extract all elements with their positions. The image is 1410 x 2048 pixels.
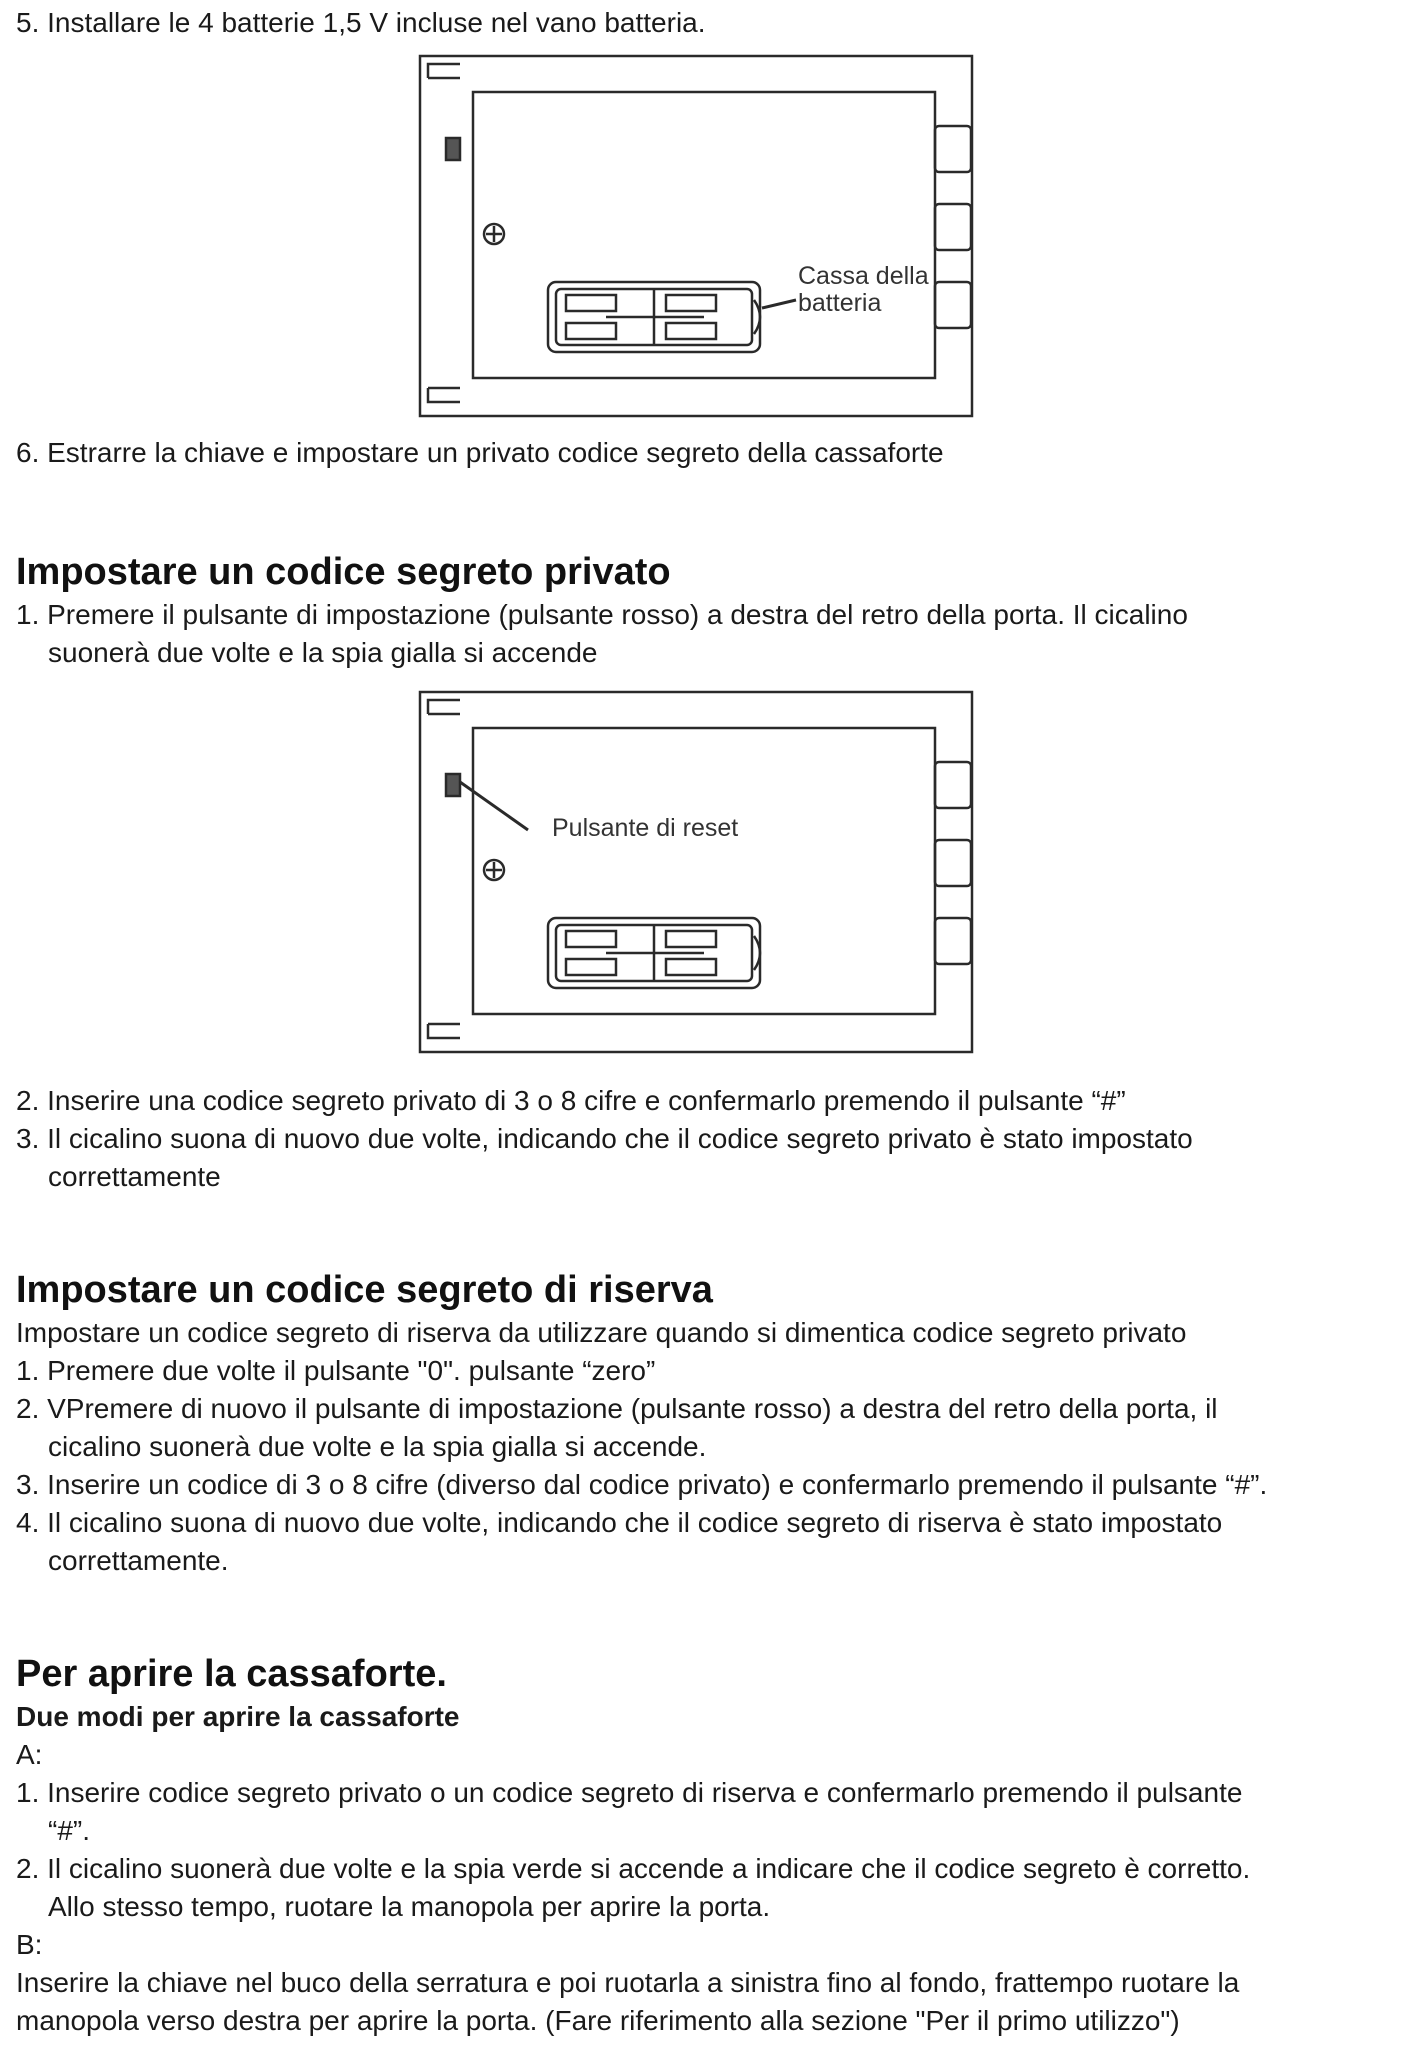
b-text-cont: manopola verso destra per aprire la porta. (Fare riferimento alla sezione "Per il primo utilizzo") <box>16 2005 1180 2036</box>
a-item-2-cont: Allo stesso tempo, ruotare la manopola per aprire la porta. <box>48 1891 771 1922</box>
private-item-1: 1. Premere il pulsante di impostazione (pulsante rosso) a destra del retro della porta. Il cicalino <box>16 599 1188 630</box>
b-text: Inserire la chiave nel buco della serratura e poi ruotarla a sinistra fino al fondo, frattempo ruotare la <box>16 1967 1240 1998</box>
backup-item-2: 2. VPremere di nuovo il pulsante di impostazione (pulsante rosso) a destra del retro della porta, il <box>16 1393 1218 1424</box>
battery-case-caption-2: batteria <box>798 289 882 317</box>
safe-door-battery-diagram <box>416 52 986 422</box>
private-item-3: 3. Il cicalino suona di nuovo due volte, indicando che il codice segreto privato è stato impostato <box>16 1123 1193 1154</box>
backup-item-4-cont: correttamente. <box>48 1545 229 1576</box>
step-5-text: 5. Installare le 4 batterie 1,5 V incluse nel vano batteria. <box>16 7 706 38</box>
heading-private-code: Impostare un codice segreto privato <box>16 551 671 593</box>
heading-backup-code: Impostare un codice segreto di riserva <box>16 1269 713 1311</box>
private-item-3-cont: correttamente <box>48 1161 221 1192</box>
a-item-1: 1. Inserire codice segreto privato o un codice segreto di riserva e confermarlo premendo il pulsante <box>16 1777 1243 1808</box>
label-b: B: <box>16 1929 43 1960</box>
backup-item-3: 3. Inserire un codice di 3 o 8 cifre (diverso dal codice privato) e confermarlo premendo il pulsante “#”. <box>16 1469 1268 1500</box>
private-item-1-cont: suonerà due volte e la spia gialla si accende <box>48 637 598 668</box>
a-item-2: 2. Il cicalino suonerà due volte e la spia verde si accende a indicare che il codice segreto è corretto. <box>16 1853 1251 1884</box>
reset-button-caption: Pulsante di reset <box>552 814 739 842</box>
open-subheading: Due modi per aprire la cassaforte <box>16 1701 460 1732</box>
backup-intro: Impostare un codice segreto di riserva da utilizzare quando si dimentica codice segreto privato <box>16 1317 1187 1348</box>
step-6-text: 6. Estrarre la chiave e impostare un privato codice segreto della cassaforte <box>16 437 944 468</box>
private-item-2: 2. Inserire una codice segreto privato di 3 o 8 cifre e confermarlo premendo il pulsante “#” <box>16 1085 1126 1116</box>
battery-case-caption: Cassa della <box>798 262 929 290</box>
safe-door-reset-button-diagram <box>416 688 986 1058</box>
backup-item-2-cont: cicalino suonerà due volte e la spia gialla si accende. <box>48 1431 707 1462</box>
a-item-1-cont: “#”. <box>48 1815 90 1846</box>
backup-item-4: 4. Il cicalino suona di nuovo due volte, indicando che il codice segreto di riserva è stato impostato <box>16 1507 1223 1538</box>
label-a: A: <box>16 1739 43 1770</box>
heading-open-safe: Per aprire la cassaforte. <box>16 1653 447 1695</box>
backup-item-1: 1. Premere due volte il pulsante "0". pulsante “zero” <box>16 1355 656 1386</box>
